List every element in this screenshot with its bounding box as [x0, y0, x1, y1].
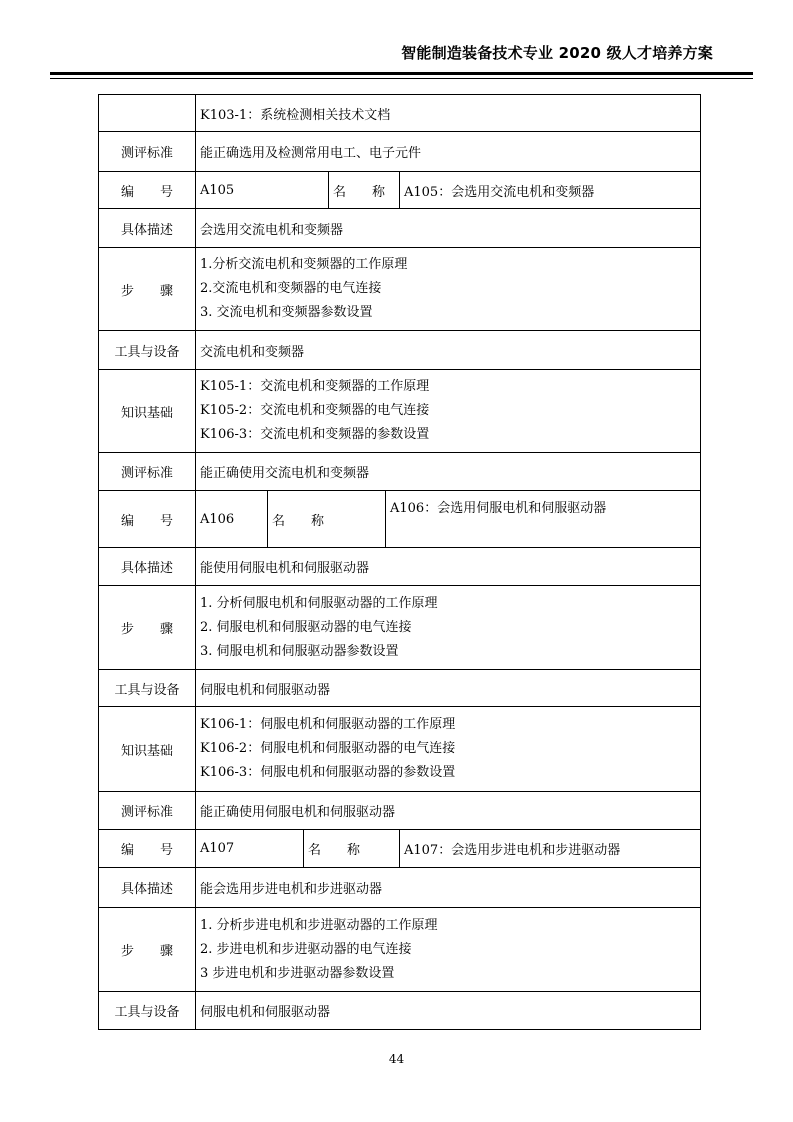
table-row [99, 670, 701, 707]
row-value-lines [196, 707, 701, 791]
step-line: 3 步进电机和步进驱动器参数设置 [200, 965, 395, 981]
name-label: 名 称 [304, 830, 400, 867]
table-row [99, 491, 701, 548]
row-label: 测评标准 [99, 453, 196, 490]
row-label: 工具与设备 [99, 992, 196, 1029]
row-label: 编 号 [99, 491, 196, 547]
table-row [99, 830, 701, 868]
step-line: 1. 分析步进电机和步进驱动器的工作原理 [200, 917, 438, 933]
step-line: 3. 交流电机和变频器参数设置 [200, 305, 373, 320]
row-value: 能使用伺服电机和伺服驱动器 [196, 548, 701, 585]
table-row [99, 95, 701, 132]
table-row [99, 707, 701, 792]
row-label: 步 骤 [99, 248, 196, 330]
knowledge-line: K106-3：交流电机和变频器的参数设置 [200, 427, 430, 442]
table-row [99, 248, 701, 331]
row-label: 知识基础 [99, 370, 196, 452]
table-row [99, 548, 701, 586]
document-header-title: 智能制造装备技术专业 2020 级人才培养方案 [401, 44, 713, 62]
table-row [99, 586, 701, 670]
row-value: 能正确选用及检测常用电工、电子元件 [196, 132, 701, 171]
row-value: K103-1：系统检测相关技术文档 [196, 95, 701, 131]
name-value: A107：会选用步进电机和步进驱动器 [400, 830, 701, 867]
name-label: 名 称 [329, 172, 400, 208]
knowledge-line: K105-2：交流电机和变频器的电气连接 [200, 403, 430, 418]
name-label: 名 称 [268, 491, 386, 547]
step-line: 3. 伺服电机和伺服驱动器参数设置 [200, 643, 399, 659]
row-value: 交流电机和变频器 [196, 331, 701, 369]
table-row [99, 453, 701, 491]
table-row [99, 868, 701, 908]
row-label: 步 骤 [99, 908, 196, 991]
table-row [99, 209, 701, 248]
name-value: A105：会选用交流电机和变频器 [400, 172, 701, 208]
table-row [99, 992, 701, 1030]
row-value: 伺服电机和伺服驱动器 [196, 670, 701, 706]
competency-table [98, 94, 701, 1030]
row-label: 步 骤 [99, 586, 196, 669]
row-label: 具体描述 [99, 209, 196, 247]
row-label: 工具与设备 [99, 670, 196, 706]
row-label: 编 号 [99, 830, 196, 867]
table-row [99, 132, 701, 172]
row-label: 编 号 [99, 172, 196, 208]
row-value-lines [196, 370, 701, 452]
step-line: 1. 分析伺服电机和伺服驱动器的工作原理 [200, 595, 438, 611]
step-line: 2.交流电机和变频器的电气连接 [200, 281, 382, 296]
row-label: 测评标准 [99, 132, 196, 171]
table-row [99, 172, 701, 209]
table-row [99, 331, 701, 370]
knowledge-line: K106-1：伺服电机和伺服驱动器的工作原理 [200, 717, 456, 732]
page-number: 44 [388, 1052, 405, 1066]
row-label: 测评标准 [99, 792, 196, 829]
knowledge-line: K105-1：交流电机和变频器的工作原理 [200, 379, 430, 394]
table-row [99, 908, 701, 992]
name-value: A106：会选用伺服电机和伺服驱动器 [386, 491, 701, 547]
row-value: 会选用交流电机和变频器 [196, 209, 701, 247]
code-value: A106 [196, 491, 268, 547]
step-line: 2. 伺服电机和伺服驱动器的电气连接 [200, 619, 412, 635]
code-value: A105 [196, 172, 329, 208]
knowledge-line: K106-2：伺服电机和伺服驱动器的电气连接 [200, 741, 456, 756]
table-row [99, 370, 701, 453]
row-value-lines [196, 248, 701, 330]
row-value-lines [196, 586, 701, 669]
code-value: A107 [196, 830, 304, 867]
row-value: 能正确使用交流电机和变频器 [196, 453, 701, 490]
row-label: 知识基础 [99, 707, 196, 791]
row-label: 工具与设备 [99, 331, 196, 369]
row-value-lines [196, 908, 701, 991]
row-value: 能会选用步进电机和步进驱动器 [196, 868, 701, 907]
header-rule-thick [50, 72, 753, 75]
table-row [99, 792, 701, 830]
knowledge-line: K106-3：伺服电机和伺服驱动器的参数设置 [200, 765, 456, 780]
step-line: 2. 步进电机和步进驱动器的电气连接 [200, 941, 412, 957]
row-label: 具体描述 [99, 548, 196, 585]
row-value: 能正确使用伺服电机和伺服驱动器 [196, 792, 701, 829]
step-line: 1.分析交流电机和变频器的工作原理 [200, 257, 408, 272]
row-label [99, 95, 196, 131]
row-value: 伺服电机和伺服驱动器 [196, 992, 701, 1029]
row-label: 具体描述 [99, 868, 196, 907]
header-rule-thin [50, 78, 753, 79]
